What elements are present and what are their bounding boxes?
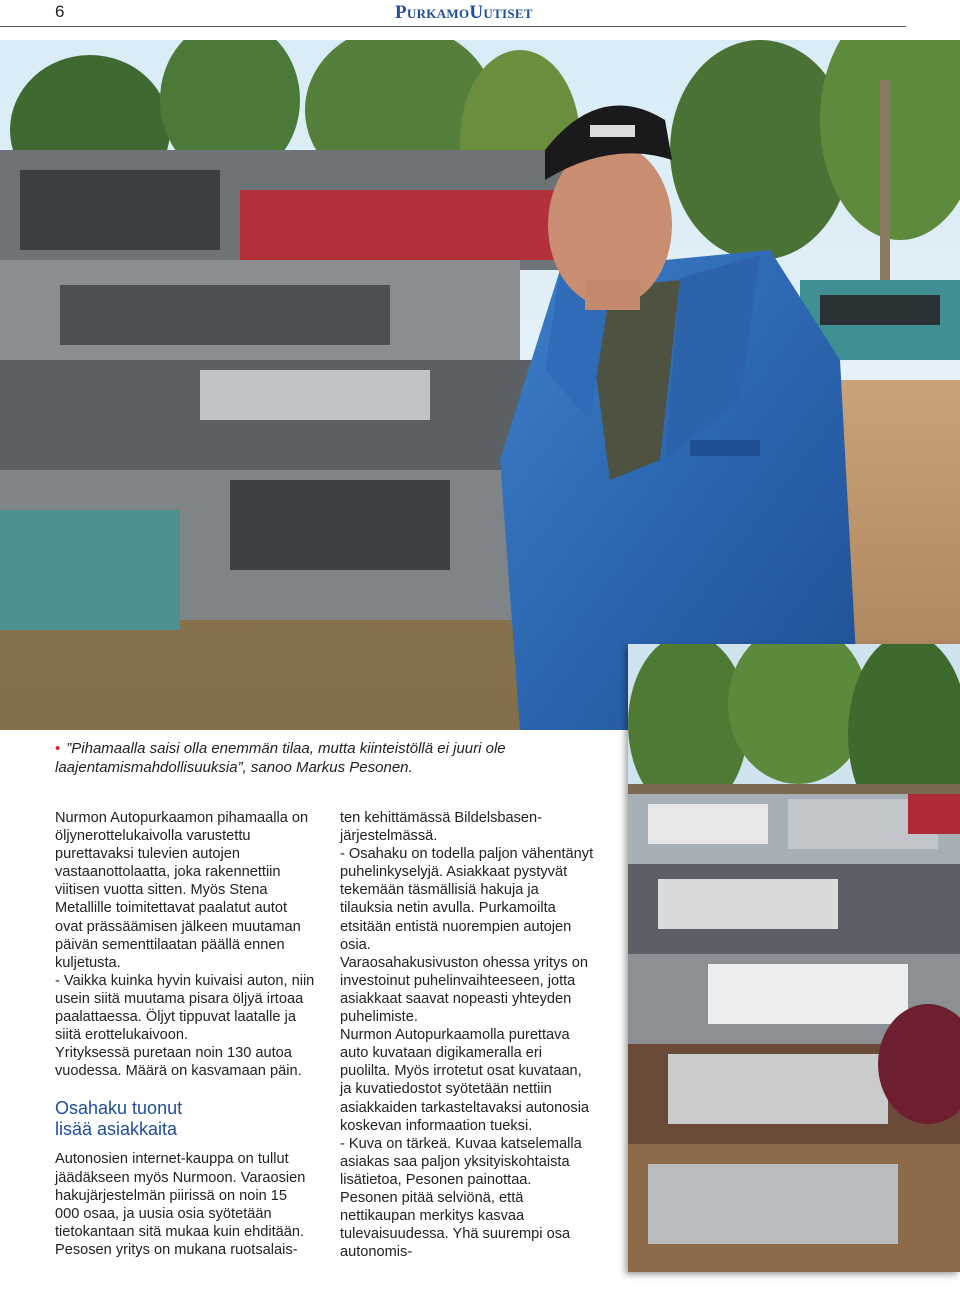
section-heading-line-1: Osahaku tuonut xyxy=(55,1098,183,1119)
paragraph: Yrityksessä puretaan noin 130 autoa vuodessa. Määrä on kasvamaan päin. xyxy=(55,1045,302,1080)
paragraph: Nurmon Autopurkaamon pihamaalla on öljynerottelukaivolla varustettu purettavaksi tulevien autojen vastaanottolaatta, joka rakennettiin viitisen vuotta sitten. Myös Stena Metallille toimitettavat paalatut autot ovat prässäämisen jälkeen muutaman päivän sementtilaatan päällä ennen kuljetusta. xyxy=(55,810,309,971)
paragraph: - Osahaku on todella paljon vähentänyt puhelinkyselyjä. Asiakkaat pystyvät tekemään täsmällisiä hakuja ja tilauksia netin avulla. Purkamoilta etsitään entistä nuorempien autojen osia. xyxy=(340,846,594,953)
caption-text: ”Pihamaalla saisi olla enemmän tilaa, mutta kiinteistöllä ei juuri ole laajentamismahdollisuuksia”, sanoo Markus Pesonen. xyxy=(55,740,506,776)
paragraph: - Kuva on tärkeä. Kuvaa katselemalla asiakas saa paljon yksityiskohtaista lisätietoa, Pesonen painottaa. xyxy=(340,1135,582,1188)
photo-caption xyxy=(55,739,615,777)
page-number: 6 xyxy=(55,2,65,21)
section-heading-line-2: lisää asiakkaita xyxy=(55,1119,178,1140)
masthead-title: PurkamoUutiset xyxy=(395,2,533,23)
caption-bullet-icon: • xyxy=(55,740,61,757)
paragraph: Pesonen pitää selviönä, että nettikaupan merkitys kasvaa tulevaisuudessa. Yhä suurempi osa autonomis- xyxy=(340,1189,571,1261)
paragraph: Nurmon Autopurkaamolla purettava auto kuvataan digikameralla eri puolilta. Myös irrotetut osat kuvataan, ja kuvatiedostot syötetään nettiin asiakkaiden tarkasteltavaksi autonosia koskevan informaation tueksi. xyxy=(340,1027,590,1134)
paragraph: Autonosien internet-kauppa on tullut jäädäkseen myös Nurmoon. Varaosien hakujärjestelmän piirissä on noin 15 000 osaa, ja uusia osia syötetään tietokantaan sitä mukaa kuin ehditään. Pesosen yritys on mukana ruotsalais- xyxy=(55,1151,306,1258)
paragraph: - Vaikka kuinka hyvin kuivaisi auton, niin usein siitä muutama pisara öljyä irtoaa paalattaessa. Öljyt tippuvat laatalle ja siitä erottelukaivoon. xyxy=(55,972,315,1044)
main-photo xyxy=(0,40,960,730)
section-heading xyxy=(55,1098,315,1140)
article-column-2 xyxy=(340,809,595,1261)
header-divider xyxy=(0,26,906,27)
secondary-photo xyxy=(628,644,960,1272)
article-column-1 xyxy=(55,809,315,1259)
paragraph: ten kehittämässä Bildelsbasen-järjestelmässä. xyxy=(340,810,542,845)
paragraph: Varaosahakusivuston ohessa yritys on investoinut puhelinvaihteeseen, jotta asiakkaat saavat nopeasti yhteyden puhelimiste. xyxy=(340,954,588,1026)
